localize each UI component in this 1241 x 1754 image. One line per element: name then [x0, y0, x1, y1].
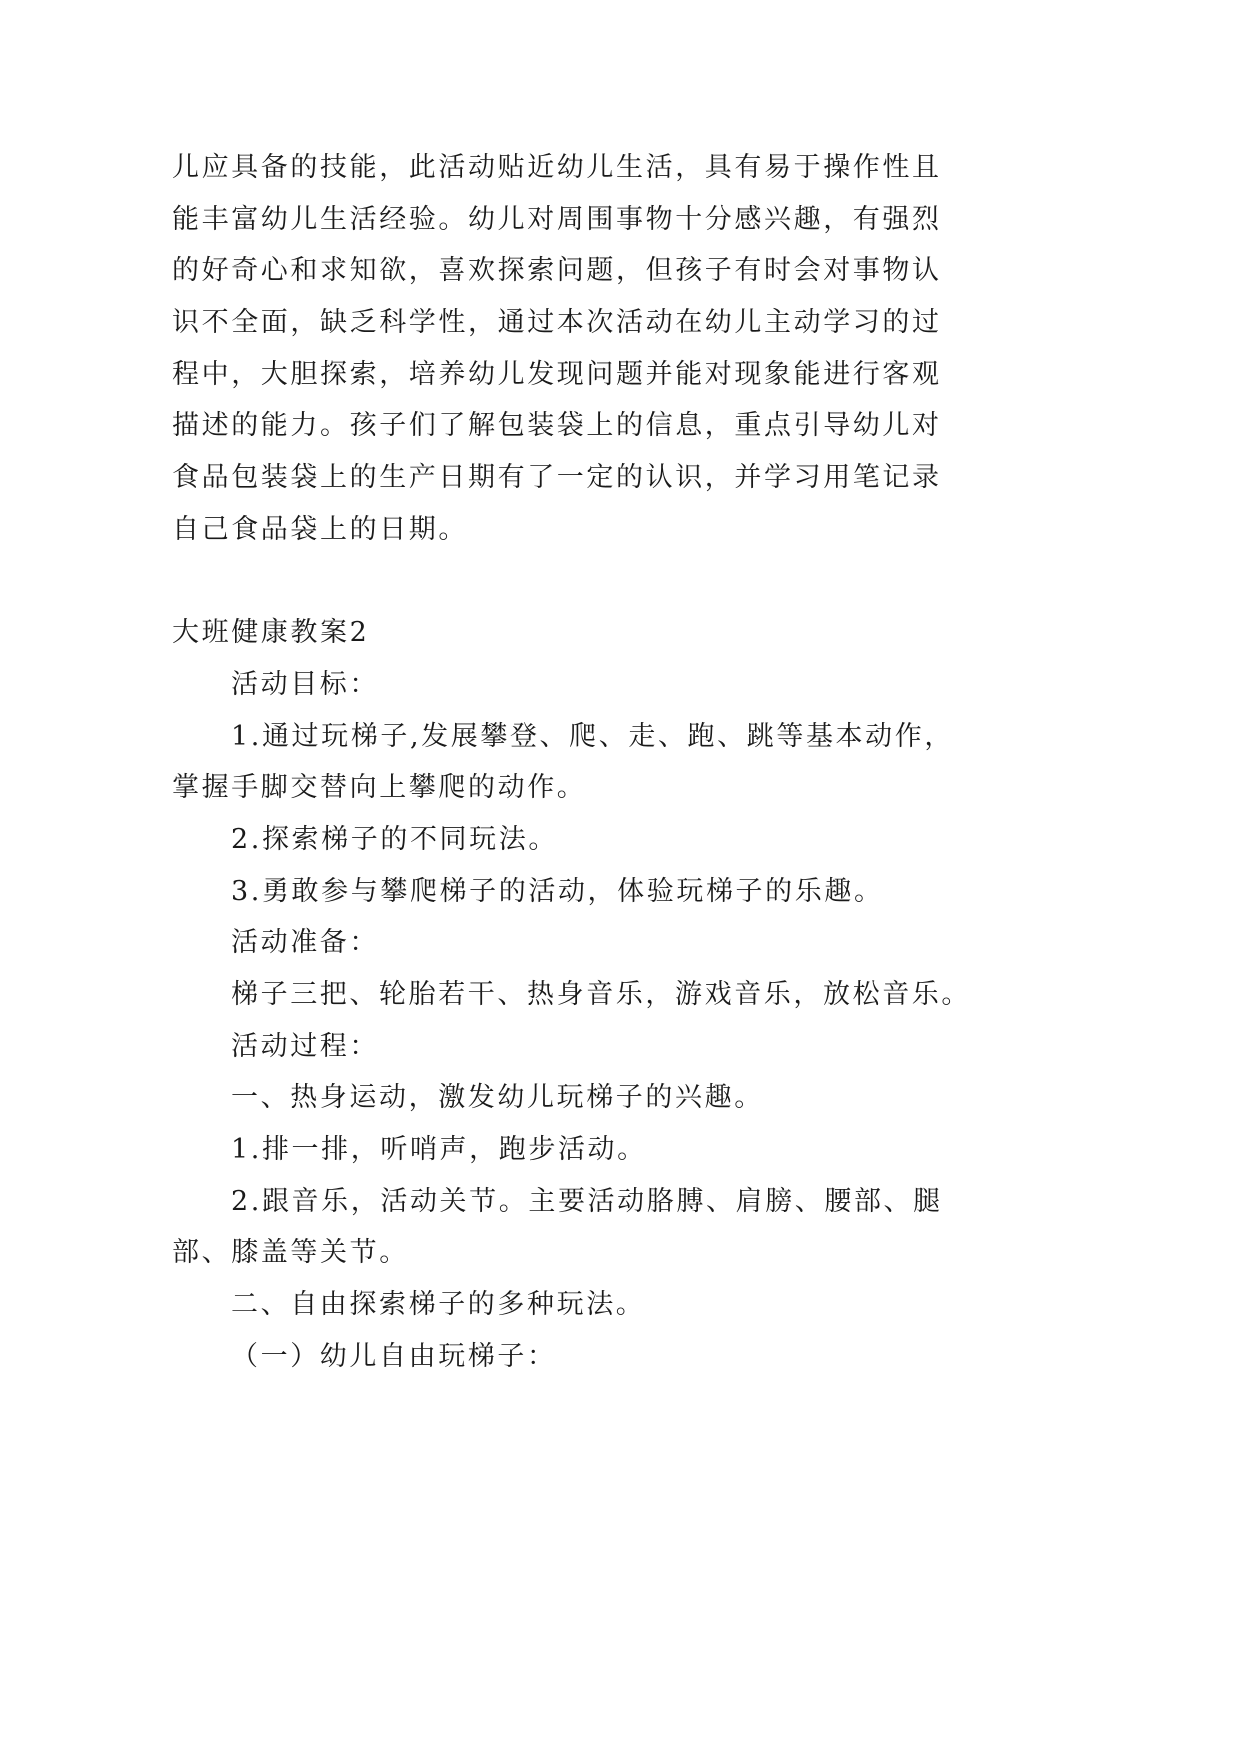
goal-item-line: 2.探索梯子的不同玩法。 — [231, 823, 558, 855]
process-step-title: 一、热身运动，激发幼儿玩梯子的兴趣。 — [231, 1082, 764, 1114]
paragraph-line: 识不全面，缺乏科学性，通过本次活动在幼儿主动学习的过 — [172, 307, 942, 339]
goal-item-line: 掌握手脚交替向上攀爬的动作。 — [172, 772, 587, 804]
paragraph-line: 描述的能力。孩子们了解包装袋上的信息，重点引导幼儿对 — [172, 410, 942, 442]
goal-item-line: 1.通过玩梯子,发展攀登、爬、走、跑、跳等基本动作， — [231, 720, 954, 752]
process-step-title: 二、自由探索梯子的多种玩法。 — [231, 1289, 646, 1321]
process-step-item — [172, 1124, 972, 1176]
goal-item — [172, 814, 972, 866]
process-step-item — [172, 1176, 972, 1279]
continued-paragraph — [172, 142, 972, 556]
document-body — [172, 142, 972, 1383]
process-step-item-line: 1.排一排，听哨声，跑步活动。 — [231, 1134, 647, 1166]
paragraph-line: 能丰富幼儿生活经验。幼儿对周围事物十分感兴趣，有强烈 — [172, 203, 942, 235]
goals-heading: 活动目标： — [231, 668, 379, 700]
process-step-item-line: 2.跟音乐，活动关节。主要活动胳膊、肩膀、腰部、腿 — [231, 1185, 943, 1217]
process-step-item-line: 部、膝盖等关节。 — [172, 1237, 409, 1269]
paragraph-line: 儿应具备的技能，此活动贴近幼儿生活，具有易于操作性且 — [172, 152, 942, 183]
preparation-heading: 活动准备： — [231, 927, 379, 959]
blank-line — [172, 556, 972, 608]
goal-item — [172, 866, 972, 918]
process-heading: 活动过程： — [231, 1030, 379, 1062]
goal-item — [172, 711, 972, 814]
paragraph-line: 程中，大胆探索，培养幼儿发现问题并能对现象能进行客观 — [172, 358, 942, 390]
paragraph-line: 自己食品袋上的日期。 — [172, 513, 468, 545]
section-title: 大班健康教案2 — [172, 617, 370, 649]
paragraph-line: 食品包装袋上的生产日期有了一定的认识，并学习用笔记录 — [172, 462, 942, 494]
paragraph-line: 的好奇心和求知欲，喜欢探索问题，但孩子有时会对事物认 — [172, 255, 942, 287]
preparation-text: 梯子三把、轮胎若干、热身音乐，游戏音乐，放松音乐。 — [231, 979, 971, 1010]
process-substep-title: （一）幼儿自由玩梯子： — [231, 1340, 557, 1372]
goal-item-line: 3.勇敢参与攀爬梯子的活动，体验玩梯子的乐趣。 — [231, 875, 884, 907]
